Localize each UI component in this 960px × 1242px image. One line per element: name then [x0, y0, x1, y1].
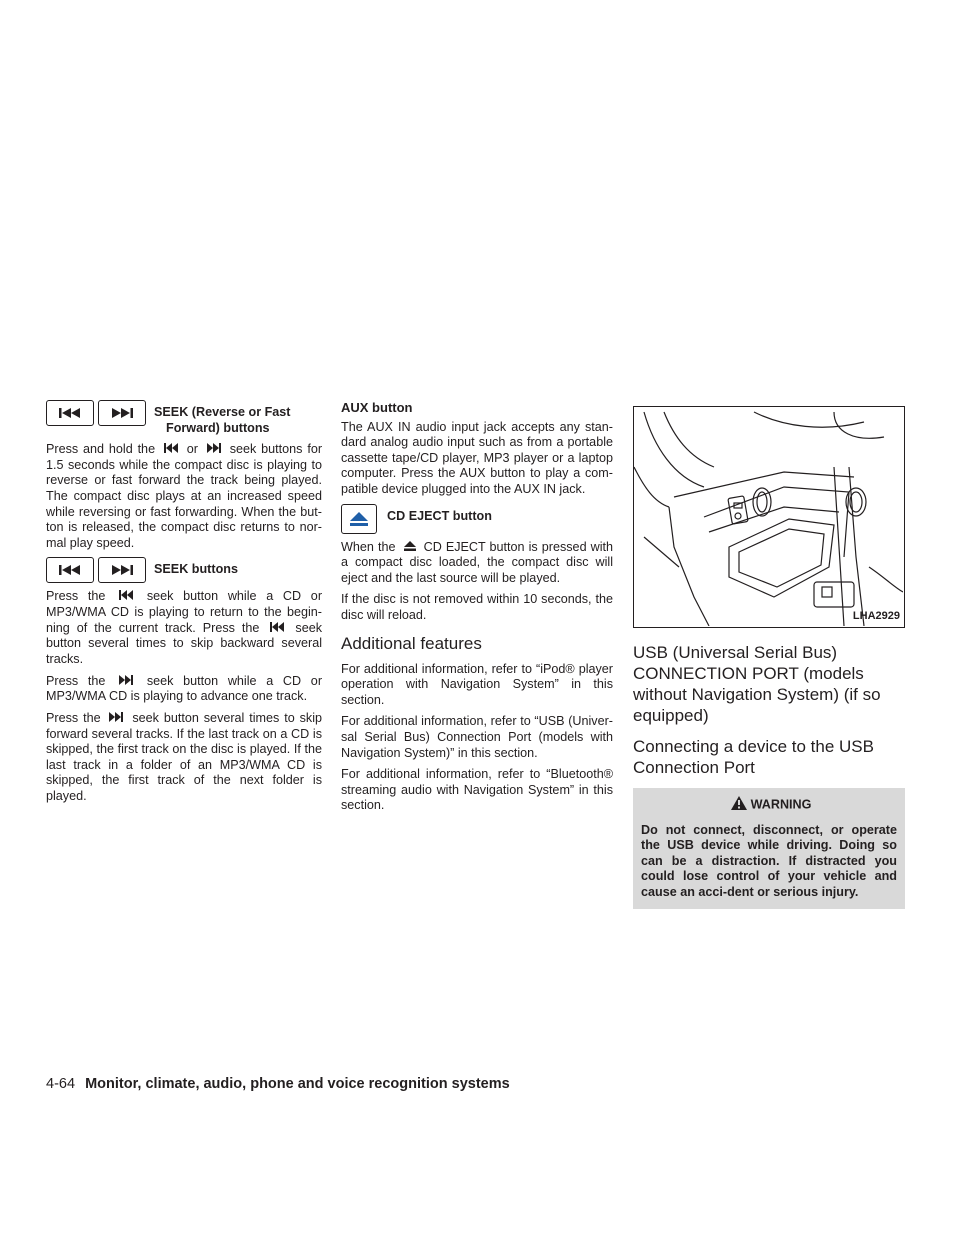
chapter-title: Monitor, climate, audio, phone and voice recognition systems — [85, 1076, 510, 1092]
text-run: When the — [341, 539, 396, 554]
seek-header — [46, 557, 322, 583]
text-run: Press and hold the — [46, 442, 156, 457]
seek-forward-multi-paragraph — [46, 711, 322, 805]
usb-section-heading: USB (Universal Serial Bus) CONNECTION PORT (models without Navigation System) (if so equipped) — [633, 643, 881, 725]
seek-rev-fwd-header — [46, 400, 322, 436]
seek-rev-fwd-label-line2: Forward) buttons — [166, 421, 270, 435]
column-middle — [341, 400, 613, 820]
eject-icon — [404, 540, 416, 556]
text-run: seek button several times to skip backward several tracks. — [46, 620, 323, 666]
seek-rev-fwd-label — [154, 404, 291, 436]
additional-usb-paragraph: For additional information, refer to “USB (Univer-sal Serial Bus) Connection Port (models with Navigation System)” in this section. — [341, 714, 613, 760]
seek-hold-paragraph — [46, 442, 322, 551]
figure-label: LHA2929 — [852, 610, 900, 623]
track-forward-icon — [119, 674, 133, 690]
text-run: Press the — [46, 710, 101, 725]
page-number: 4-64 — [46, 1076, 76, 1092]
track-back-icon — [119, 589, 133, 605]
warning-box — [633, 788, 905, 909]
seek-forward-button-icon — [98, 400, 146, 426]
usb-port-illustration — [633, 406, 905, 628]
text-run: Press the — [46, 673, 106, 688]
column-right — [633, 400, 905, 909]
track-forward-icon — [207, 442, 221, 458]
text-run: CD EJECT button is pressed with a compact disc loaded, the compact disc will eject and the last source will be played. — [341, 539, 614, 585]
text-run: or — [186, 442, 198, 457]
seek-forward-button-icon — [98, 557, 146, 583]
eject-button-icon — [341, 504, 377, 534]
track-forward-icon — [109, 711, 123, 727]
eject-reload-paragraph: If the disc is not removed within 10 seconds, the disc will reload. — [341, 592, 613, 623]
track-back-icon — [164, 442, 178, 458]
warning-title-text: WARNING — [750, 797, 812, 812]
seek-back-button-icon — [46, 557, 94, 583]
eject-paragraph — [341, 540, 613, 587]
aux-heading: AUX button — [341, 400, 413, 415]
page-footer — [46, 1076, 510, 1092]
text-run: seek buttons for 1.5 seconds while the compact disc is playing to reverse or fast forward the track being played. The compact disc plays at an increased speed while reversing or fast forwarding. When the but-ton is released, the compact disc returns to nor-mal play speed. — [46, 442, 323, 550]
additional-bluetooth-paragraph: For additional information, refer to “Bluetooth® streaming audio with Navigation System” in this section. — [341, 767, 613, 813]
additional-features-heading: Additional features — [341, 633, 482, 653]
eject-label: CD EJECT button — [387, 508, 492, 523]
text-run: seek button while a CD or MP3/WMA CD is playing to advance one track. — [46, 673, 323, 704]
console-drawing — [634, 407, 903, 626]
warning-title — [641, 796, 897, 815]
seek-forward-paragraph — [46, 674, 322, 705]
eject-header — [341, 504, 613, 534]
seek-back-button-icon — [46, 400, 94, 426]
text-run: seek button several times to skip forward several tracks. If the last track on a CD is skipped, the first track on the disc is played. If the last track in a folder of an MP3/WMA CD is skipped, the first track of the next folder is played. — [46, 710, 323, 803]
additional-ipod-paragraph: For additional information, refer to “iPod® player operation with Navigation System” in this section. — [341, 661, 613, 707]
warning-text: Do not connect, disconnect, or operate the USB device while driving. Doing so can be a distraction. If distracted you could lose control of your vehicle and cause an acci-dent or serious injury. — [641, 822, 897, 899]
seek-back-paragraph — [46, 589, 322, 667]
aux-paragraph: The AUX IN audio input jack accepts any stan-dard analog audio input such as from a portable cassette tape/CD player, MP3 player or a laptop computer. Press the AUX button to play a com-patible device plugged into the AUX IN jack. — [341, 419, 613, 496]
column-left — [46, 400, 322, 811]
track-back-icon — [270, 621, 284, 637]
warning-triangle-icon — [731, 796, 747, 815]
text-run: seek button while a CD or MP3/WMA CD is playing to return to the begin-ning of the current track. Press the — [46, 589, 323, 635]
connecting-device-heading: Connecting a device to the USB Connection Port — [633, 737, 874, 777]
text-run: Press the — [46, 589, 106, 604]
seek-rev-fwd-label-line1: SEEK (Reverse or Fast — [154, 405, 291, 419]
seek-label: SEEK buttons — [154, 562, 238, 577]
seek-button-pair-icon — [46, 557, 146, 583]
seek-button-pair-icon — [46, 400, 146, 426]
